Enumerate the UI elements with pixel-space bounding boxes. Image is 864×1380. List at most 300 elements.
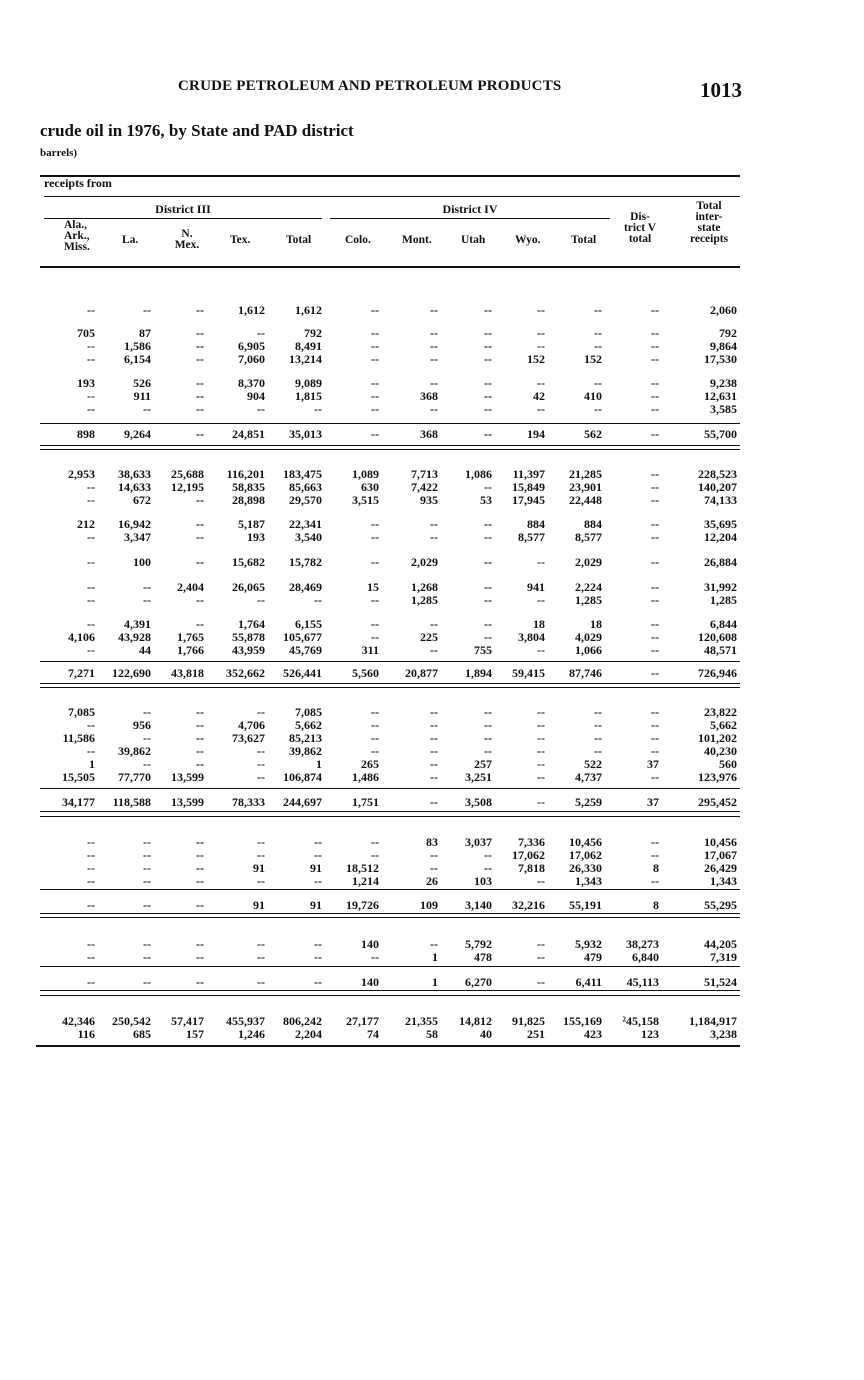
cell-ala-ark-miss: 898 bbox=[77, 427, 95, 441]
cell-la: 100 bbox=[133, 555, 151, 569]
cell-total-iii: 29,570 bbox=[289, 493, 322, 507]
cell-colo: -- bbox=[371, 705, 379, 719]
cell-utah: 755 bbox=[474, 643, 492, 657]
cell-ala-ark-miss: 1 bbox=[89, 757, 95, 771]
cell-ala-ark-miss: -- bbox=[87, 402, 95, 416]
cell-tex: 91 bbox=[253, 861, 265, 875]
cell-district-v-total: -- bbox=[651, 718, 659, 732]
cell-ala-ark-miss: -- bbox=[87, 861, 95, 875]
cell-district-v-total: -- bbox=[651, 630, 659, 644]
column-header-wyo: Wyo. bbox=[515, 234, 541, 246]
cell-wyo: 152 bbox=[527, 352, 545, 366]
cell-n-mex: -- bbox=[196, 744, 204, 758]
cell-colo: 1,751 bbox=[352, 795, 379, 809]
cell-total-iv: 6,411 bbox=[575, 975, 602, 989]
cell-n-mex: -- bbox=[196, 402, 204, 416]
cell-colo: -- bbox=[371, 402, 379, 416]
cell-total-iv: 55,191 bbox=[569, 898, 602, 912]
cell-district-v-total: 37 bbox=[647, 795, 659, 809]
cell-ala-ark-miss: -- bbox=[87, 950, 95, 964]
cell-ala-ark-miss: 42,346 bbox=[62, 1014, 95, 1028]
cell-colo: -- bbox=[371, 326, 379, 340]
cell-n-mex: -- bbox=[196, 530, 204, 544]
cell-total-iv: 4,029 bbox=[575, 630, 602, 644]
cell-colo: 630 bbox=[361, 480, 379, 494]
table-row bbox=[0, 304, 864, 317]
cell-mont: 109 bbox=[420, 898, 438, 912]
cell-total-interstate-receipts: 3,585 bbox=[710, 402, 737, 416]
cell-utah: -- bbox=[484, 861, 492, 875]
table-title: crude oil in 1976, by State and PAD district bbox=[40, 121, 354, 140]
cell-total-interstate-receipts: 7,319 bbox=[710, 950, 737, 964]
cell-colo: -- bbox=[371, 352, 379, 366]
cell-wyo: 7,336 bbox=[518, 835, 545, 849]
cell-total-iv: -- bbox=[594, 718, 602, 732]
cell-total-iv: -- bbox=[594, 376, 602, 390]
cell-total-iv: 26,330 bbox=[569, 861, 602, 875]
cell-wyo: 91,825 bbox=[512, 1014, 545, 1028]
cell-colo: -- bbox=[371, 593, 379, 607]
cell-colo: 140 bbox=[361, 975, 379, 989]
cell-wyo: -- bbox=[537, 303, 545, 317]
cell-total-iv: 5,259 bbox=[575, 795, 602, 809]
cell-n-mex: -- bbox=[196, 874, 204, 888]
cell-total-iv: -- bbox=[594, 402, 602, 416]
cell-total-interstate-receipts: 35,695 bbox=[704, 517, 737, 531]
cell-ala-ark-miss: -- bbox=[87, 303, 95, 317]
cell-la: -- bbox=[143, 898, 151, 912]
table-bottom-rule bbox=[36, 1045, 740, 1047]
cell-ala-ark-miss: -- bbox=[87, 530, 95, 544]
cell-n-mex: -- bbox=[196, 427, 204, 441]
cell-wyo: 42 bbox=[533, 389, 545, 403]
cell-total-iv: 152 bbox=[584, 352, 602, 366]
cell-total-interstate-receipts: 1,285 bbox=[710, 593, 737, 607]
cell-total-iii: -- bbox=[314, 950, 322, 964]
cell-district-v-total: 37 bbox=[647, 757, 659, 771]
cell-n-mex: -- bbox=[196, 861, 204, 875]
cell-la: -- bbox=[143, 705, 151, 719]
cell-total-interstate-receipts: 17,067 bbox=[704, 848, 737, 862]
cell-total-iv: -- bbox=[594, 339, 602, 353]
cell-mont: 368 bbox=[420, 427, 438, 441]
cell-la: 77,770 bbox=[118, 770, 151, 784]
cell-total-interstate-receipts: 48,571 bbox=[704, 643, 737, 657]
cell-total-interstate-receipts: 560 bbox=[719, 757, 737, 771]
table-row bbox=[0, 353, 864, 366]
cell-mont: 7,422 bbox=[411, 480, 438, 494]
cell-utah: -- bbox=[484, 303, 492, 317]
cell-total-iv: 884 bbox=[584, 517, 602, 531]
cell-total-iii: 15,782 bbox=[289, 555, 322, 569]
table-row bbox=[0, 899, 864, 912]
cell-total-iii: 1 bbox=[316, 757, 322, 771]
cell-tex: -- bbox=[257, 975, 265, 989]
cell-total-iv: 2,029 bbox=[575, 555, 602, 569]
cell-total-interstate-receipts: 12,204 bbox=[704, 530, 737, 544]
cell-wyo: 8,577 bbox=[518, 530, 545, 544]
cell-total-iv: 21,285 bbox=[569, 467, 602, 481]
cell-n-mex: 13,599 bbox=[171, 770, 204, 784]
cell-colo: 1,486 bbox=[352, 770, 379, 784]
cell-utah: -- bbox=[484, 593, 492, 607]
cell-la: -- bbox=[143, 580, 151, 594]
cell-district-v-total: 45,113 bbox=[626, 975, 659, 989]
cell-ala-ark-miss: -- bbox=[87, 339, 95, 353]
cell-n-mex: 25,688 bbox=[171, 467, 204, 481]
cell-ala-ark-miss: -- bbox=[87, 643, 95, 657]
cell-colo: 19,726 bbox=[346, 898, 379, 912]
cell-tex: -- bbox=[257, 950, 265, 964]
cell-district-v-total: 8 bbox=[653, 861, 659, 875]
subtotal-rule-2 bbox=[40, 661, 740, 662]
cell-n-mex: -- bbox=[196, 718, 204, 732]
cell-total-interstate-receipts: 1,343 bbox=[710, 874, 737, 888]
cell-mont: -- bbox=[430, 376, 438, 390]
cell-wyo: -- bbox=[537, 770, 545, 784]
section-rule-1a bbox=[40, 445, 740, 446]
cell-tex: 91 bbox=[253, 898, 265, 912]
cell-total-iv: 87,746 bbox=[569, 666, 602, 680]
cell-mont: 1 bbox=[432, 950, 438, 964]
section-rule-2b bbox=[40, 687, 740, 688]
section-rule-1b bbox=[40, 449, 740, 450]
cell-district-v-total: 38,273 bbox=[626, 937, 659, 951]
cell-wyo: 194 bbox=[527, 427, 545, 441]
cell-total-interstate-receipts: 101,202 bbox=[698, 731, 737, 745]
cell-utah: -- bbox=[484, 718, 492, 732]
cell-total-iv: 155,169 bbox=[563, 1014, 602, 1028]
cell-mont: -- bbox=[430, 339, 438, 353]
cell-colo: 18,512 bbox=[346, 861, 379, 875]
cell-mont: 58 bbox=[426, 1027, 438, 1041]
cell-total-iii: 1,815 bbox=[295, 389, 322, 403]
table-row bbox=[0, 556, 864, 569]
table-row bbox=[0, 403, 864, 416]
cell-mont: 83 bbox=[426, 835, 438, 849]
cell-mont: -- bbox=[430, 770, 438, 784]
cell-colo: -- bbox=[371, 303, 379, 317]
cell-ala-ark-miss: -- bbox=[87, 493, 95, 507]
cell-wyo: -- bbox=[537, 795, 545, 809]
cell-district-v-total: 6,840 bbox=[632, 950, 659, 964]
cell-district-v-total: -- bbox=[651, 303, 659, 317]
cell-total-iv: 22,448 bbox=[569, 493, 602, 507]
cell-total-iv: 1,285 bbox=[575, 593, 602, 607]
cell-ala-ark-miss: -- bbox=[87, 555, 95, 569]
cell-total-interstate-receipts: 10,456 bbox=[704, 835, 737, 849]
district-iv-rule bbox=[330, 218, 610, 219]
cell-total-iii: 2,204 bbox=[295, 1027, 322, 1041]
cell-district-v-total: 8 bbox=[653, 898, 659, 912]
cell-n-mex: 2,404 bbox=[177, 580, 204, 594]
cell-colo: 74 bbox=[367, 1027, 379, 1041]
cell-tex: 73,627 bbox=[232, 731, 265, 745]
cell-total-iv: -- bbox=[594, 303, 602, 317]
column-header-colo: Colo. bbox=[345, 234, 371, 246]
cell-utah: 5,792 bbox=[465, 937, 492, 951]
column-header-utah: Utah bbox=[461, 234, 486, 246]
cell-tex: -- bbox=[257, 835, 265, 849]
cell-wyo: -- bbox=[537, 326, 545, 340]
cell-total-iii: 91 bbox=[310, 898, 322, 912]
cell-wyo: -- bbox=[537, 731, 545, 745]
cell-la: 87 bbox=[139, 326, 151, 340]
cell-utah: 40 bbox=[480, 1027, 492, 1041]
cell-la: -- bbox=[143, 402, 151, 416]
table-row bbox=[0, 531, 864, 544]
cell-total-interstate-receipts: 26,429 bbox=[704, 861, 737, 875]
cell-total-interstate-receipts: 228,523 bbox=[698, 467, 737, 481]
cell-tex: 78,333 bbox=[232, 795, 265, 809]
cell-n-mex: -- bbox=[196, 937, 204, 951]
cell-district-v-total: -- bbox=[651, 352, 659, 366]
table-row bbox=[0, 428, 864, 441]
cell-colo: -- bbox=[371, 339, 379, 353]
cell-total-iii: 35,013 bbox=[289, 427, 322, 441]
cell-mont: 26 bbox=[426, 874, 438, 888]
cell-total-interstate-receipts: 6,844 bbox=[710, 617, 737, 631]
cell-n-mex: 1,766 bbox=[177, 643, 204, 657]
cell-mont: 21,355 bbox=[405, 1014, 438, 1028]
cell-total-iv: -- bbox=[594, 326, 602, 340]
cell-utah: 3,037 bbox=[465, 835, 492, 849]
cell-total-interstate-receipts: 123,976 bbox=[698, 770, 737, 784]
cell-total-iii: 106,874 bbox=[283, 770, 322, 784]
cell-la: 672 bbox=[133, 493, 151, 507]
table-row bbox=[0, 771, 864, 784]
cell-total-interstate-receipts: 792 bbox=[719, 326, 737, 340]
cell-mont: -- bbox=[430, 757, 438, 771]
cell-district-v-total: -- bbox=[651, 731, 659, 745]
cell-colo: 1,214 bbox=[352, 874, 379, 888]
table-row bbox=[0, 494, 864, 507]
cell-tex: 43,959 bbox=[232, 643, 265, 657]
cell-total-iii: 45,769 bbox=[289, 643, 322, 657]
cell-tex: 28,898 bbox=[232, 493, 265, 507]
cell-total-iv: -- bbox=[594, 744, 602, 758]
cell-total-iv: 4,737 bbox=[575, 770, 602, 784]
cell-total-iii: 526,441 bbox=[283, 666, 322, 680]
cell-tex: -- bbox=[257, 744, 265, 758]
cell-total-iii: 13,214 bbox=[289, 352, 322, 366]
cell-total-iii: 806,242 bbox=[283, 1014, 322, 1028]
header-bottom-rule bbox=[40, 266, 740, 268]
cell-n-mex: 1,765 bbox=[177, 630, 204, 644]
cell-total-iii: -- bbox=[314, 835, 322, 849]
cell-ala-ark-miss: -- bbox=[87, 580, 95, 594]
cell-utah: 53 bbox=[480, 493, 492, 507]
cell-n-mex: -- bbox=[196, 326, 204, 340]
cell-colo: 1,089 bbox=[352, 467, 379, 481]
cell-mont: 7,713 bbox=[411, 467, 438, 481]
cell-tex: 7,060 bbox=[238, 352, 265, 366]
subtotal-rule-1 bbox=[40, 423, 740, 424]
cell-la: -- bbox=[143, 937, 151, 951]
cell-total-iii: 6,155 bbox=[295, 617, 322, 631]
cell-tex: -- bbox=[257, 402, 265, 416]
cell-utah: -- bbox=[484, 630, 492, 644]
cell-wyo: 17,062 bbox=[512, 848, 545, 862]
cell-la: -- bbox=[143, 848, 151, 862]
cell-total-iv: 18 bbox=[590, 617, 602, 631]
cell-utah: -- bbox=[484, 580, 492, 594]
table-row bbox=[0, 594, 864, 607]
cell-tex: -- bbox=[257, 937, 265, 951]
district-iii-heading: District III bbox=[155, 202, 211, 216]
cell-district-v-total: -- bbox=[651, 770, 659, 784]
cell-utah: 1,894 bbox=[465, 666, 492, 680]
top-rule bbox=[40, 175, 740, 177]
cell-colo: -- bbox=[371, 835, 379, 849]
section-rule-3a bbox=[40, 811, 740, 812]
cell-la: 956 bbox=[133, 718, 151, 732]
subtotal-rule-3 bbox=[40, 788, 740, 789]
cell-la: 118,588 bbox=[112, 795, 151, 809]
cell-utah: -- bbox=[484, 427, 492, 441]
district-iv-heading: District IV bbox=[442, 202, 498, 216]
cell-ala-ark-miss: 15,505 bbox=[62, 770, 95, 784]
cell-total-interstate-receipts: 40,230 bbox=[704, 744, 737, 758]
cell-total-interstate-receipts: 2,060 bbox=[710, 303, 737, 317]
cell-mont: -- bbox=[430, 326, 438, 340]
cell-wyo: 15,849 bbox=[512, 480, 545, 494]
section-rule-4a bbox=[40, 913, 740, 914]
cell-mont: 1,285 bbox=[411, 593, 438, 607]
cell-district-v-total: -- bbox=[651, 467, 659, 481]
cell-colo: -- bbox=[371, 718, 379, 732]
cell-la: 16,942 bbox=[118, 517, 151, 531]
column-header-total-iv: Total bbox=[571, 234, 597, 246]
cell-tex: 1,612 bbox=[238, 303, 265, 317]
cell-wyo: 884 bbox=[527, 517, 545, 531]
cell-total-iii: -- bbox=[314, 593, 322, 607]
cell-colo: 311 bbox=[361, 643, 379, 657]
cell-tex: -- bbox=[257, 593, 265, 607]
cell-tex: 24,851 bbox=[232, 427, 265, 441]
cell-total-iv: 479 bbox=[584, 950, 602, 964]
cell-tex: -- bbox=[257, 770, 265, 784]
cell-la: 911 bbox=[133, 389, 151, 403]
cell-total-iv: 23,901 bbox=[569, 480, 602, 494]
cell-tex: 1,764 bbox=[238, 617, 265, 631]
cell-colo: -- bbox=[371, 950, 379, 964]
section-rule-2a bbox=[40, 683, 740, 684]
cell-tex: 8,370 bbox=[238, 376, 265, 390]
cell-wyo: -- bbox=[537, 950, 545, 964]
cell-la: -- bbox=[143, 593, 151, 607]
cell-utah: -- bbox=[484, 389, 492, 403]
cell-mont: -- bbox=[430, 937, 438, 951]
cell-wyo: 3,804 bbox=[518, 630, 545, 644]
cell-colo: -- bbox=[371, 530, 379, 544]
cell-n-mex: -- bbox=[196, 757, 204, 771]
cell-colo: -- bbox=[371, 744, 379, 758]
cell-district-v-total: -- bbox=[651, 593, 659, 607]
running-head: CRUDE PETROLEUM AND PETROLEUM PRODUCTS bbox=[178, 78, 562, 94]
cell-la: -- bbox=[143, 950, 151, 964]
cell-wyo: 18 bbox=[533, 617, 545, 631]
cell-colo: -- bbox=[371, 376, 379, 390]
section-rule-5b bbox=[40, 995, 740, 996]
cell-tex: 352,662 bbox=[226, 666, 265, 680]
table-unit-note: barrels) bbox=[40, 147, 78, 159]
cell-ala-ark-miss: 116 bbox=[77, 1027, 95, 1041]
subtotal-rule-5 bbox=[40, 966, 740, 967]
cell-colo: -- bbox=[371, 389, 379, 403]
cell-total-iii: 7,085 bbox=[295, 705, 322, 719]
cell-total-iii: -- bbox=[314, 874, 322, 888]
cell-wyo: 7,818 bbox=[518, 861, 545, 875]
cell-mont: -- bbox=[430, 848, 438, 862]
cell-total-interstate-receipts: 295,452 bbox=[698, 795, 737, 809]
cell-ala-ark-miss: 7,271 bbox=[68, 666, 95, 680]
cell-total-interstate-receipts: 1,184,917 bbox=[689, 1014, 737, 1028]
cell-wyo: 251 bbox=[527, 1027, 545, 1041]
cell-utah: -- bbox=[484, 326, 492, 340]
cell-colo: 15 bbox=[367, 580, 379, 594]
cell-total-iv: 562 bbox=[584, 427, 602, 441]
cell-total-interstate-receipts: 31,992 bbox=[704, 580, 737, 594]
cell-district-v-total: -- bbox=[651, 744, 659, 758]
cell-district-v-total: -- bbox=[651, 480, 659, 494]
column-header-la: La. bbox=[122, 234, 139, 246]
cell-colo: -- bbox=[371, 630, 379, 644]
cell-mont: 2,029 bbox=[411, 555, 438, 569]
cell-ala-ark-miss: -- bbox=[87, 593, 95, 607]
cell-la: 685 bbox=[133, 1027, 151, 1041]
cell-total-iv: 1,343 bbox=[575, 874, 602, 888]
cell-district-v-total: -- bbox=[651, 530, 659, 544]
cell-ala-ark-miss: 34,177 bbox=[62, 795, 95, 809]
cell-la: 1,586 bbox=[124, 339, 151, 353]
cell-total-interstate-receipts: 26,884 bbox=[704, 555, 737, 569]
cell-ala-ark-miss: -- bbox=[87, 898, 95, 912]
cell-total-iii: 5,662 bbox=[295, 718, 322, 732]
cell-wyo: -- bbox=[537, 718, 545, 732]
column-header-district-v-total: Dis- trict V total bbox=[623, 211, 657, 245]
cell-total-iii: 244,697 bbox=[283, 795, 322, 809]
cell-total-iii: 39,862 bbox=[289, 744, 322, 758]
cell-district-v-total: -- bbox=[651, 643, 659, 657]
cell-total-iii: 1,612 bbox=[295, 303, 322, 317]
cell-wyo: -- bbox=[537, 975, 545, 989]
cell-tex: -- bbox=[257, 705, 265, 719]
cell-ala-ark-miss: -- bbox=[87, 937, 95, 951]
cell-total-iv: 17,062 bbox=[569, 848, 602, 862]
cell-tex: 6,905 bbox=[238, 339, 265, 353]
cell-total-iii: 105,677 bbox=[283, 630, 322, 644]
cell-total-interstate-receipts: 23,822 bbox=[704, 705, 737, 719]
section-rule-3b bbox=[40, 816, 740, 817]
cell-n-mex: -- bbox=[196, 975, 204, 989]
cell-total-interstate-receipts: 51,524 bbox=[704, 975, 737, 989]
cell-total-iv: 5,932 bbox=[575, 937, 602, 951]
cell-utah: -- bbox=[484, 339, 492, 353]
cell-tex: 26,065 bbox=[232, 580, 265, 594]
column-header-ala-ark-miss: Ala., Ark., Miss. bbox=[64, 219, 90, 253]
cell-mont: -- bbox=[430, 643, 438, 657]
cell-la: -- bbox=[143, 303, 151, 317]
cell-total-iii: 85,663 bbox=[289, 480, 322, 494]
cell-tex: -- bbox=[257, 874, 265, 888]
cell-n-mex: 157 bbox=[186, 1027, 204, 1041]
subtotal-rule-4 bbox=[40, 889, 740, 890]
cell-tex: 5,187 bbox=[238, 517, 265, 531]
cell-ala-ark-miss: 705 bbox=[77, 326, 95, 340]
cell-la: -- bbox=[143, 874, 151, 888]
cell-tex: 455,937 bbox=[226, 1014, 265, 1028]
